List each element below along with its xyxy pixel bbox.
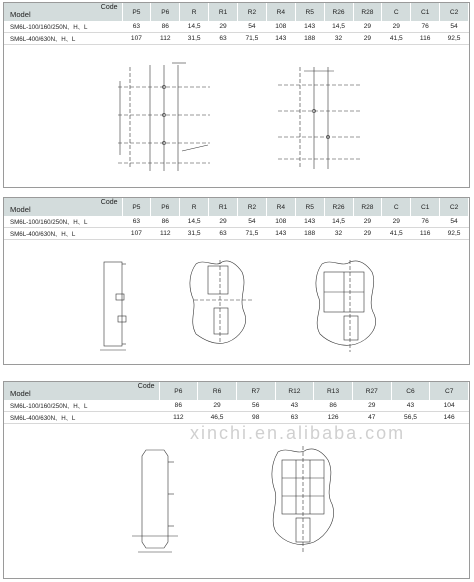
table-cell: 54 xyxy=(238,21,267,33)
table-cell: 107 xyxy=(122,33,151,45)
column-header: P6 xyxy=(159,382,198,400)
column-header: R27 xyxy=(352,382,391,400)
table-cell: 76 xyxy=(411,216,440,228)
column-header: C1 xyxy=(411,3,440,21)
mounting-drawing-left xyxy=(112,59,224,177)
table-cell: 86 xyxy=(159,400,198,412)
side-view-drawing xyxy=(96,256,136,356)
table-cell: 31,5 xyxy=(180,33,209,45)
table-cell: 143 xyxy=(266,33,295,45)
watermark-text: xinchi.en.alibaba.com xyxy=(190,423,406,443)
column-header: R28 xyxy=(353,3,382,21)
table-row xyxy=(4,400,469,412)
table-cell: 92,5 xyxy=(440,33,469,45)
table-header-row xyxy=(4,3,469,21)
spec-table-3 xyxy=(4,382,469,424)
table-cell: 32 xyxy=(324,228,353,240)
code-header: Code xyxy=(100,4,118,11)
table-cell: 41,5 xyxy=(382,228,411,240)
model-code-header xyxy=(4,198,122,216)
table-row xyxy=(4,33,469,45)
table-cell: 29 xyxy=(353,33,382,45)
table-cell: 104 xyxy=(430,400,469,412)
table-cell: 29 xyxy=(353,228,382,240)
table-cell: 146 xyxy=(430,412,469,424)
column-header: R2 xyxy=(238,198,267,216)
table-cell: 29 xyxy=(209,21,238,33)
column-header: R7 xyxy=(236,382,275,400)
dimension-panel-3 xyxy=(3,381,470,579)
table-cell: 32 xyxy=(324,33,353,45)
table-cell: 116 xyxy=(411,228,440,240)
table-row xyxy=(4,412,469,424)
column-header: C1 xyxy=(411,198,440,216)
model-name: SM6L-400/630N、H、L xyxy=(4,228,122,240)
column-header: P5 xyxy=(122,3,151,21)
spec-table-1 xyxy=(4,3,469,45)
table-cell: 76 xyxy=(411,21,440,33)
table-cell: 29 xyxy=(353,21,382,33)
column-header: R26 xyxy=(324,198,353,216)
table-cell: 116 xyxy=(411,33,440,45)
table-cell: 63 xyxy=(209,228,238,240)
table-cell: 29 xyxy=(209,216,238,228)
table-cell: 71,5 xyxy=(238,228,267,240)
table-cell: 188 xyxy=(295,228,324,240)
table-header-row xyxy=(4,198,469,216)
table-cell: 86 xyxy=(151,216,180,228)
cutout-drawing-2 xyxy=(310,256,386,358)
table-cell: 54 xyxy=(440,216,469,228)
table-cell: 126 xyxy=(314,412,353,424)
table-cell: 86 xyxy=(151,21,180,33)
mounting-drawing-right xyxy=(274,63,364,173)
model-name: SM6L-100/160/250N、H、L xyxy=(4,21,122,33)
table-cell: 63 xyxy=(209,33,238,45)
table-cell: 31,5 xyxy=(180,228,209,240)
model-header: Model xyxy=(10,389,31,398)
column-header: C2 xyxy=(440,3,469,21)
model-name: SM6L-100/160/250N、H、L xyxy=(4,400,159,412)
table-cell: 63 xyxy=(122,21,151,33)
table-cell: 41,5 xyxy=(382,33,411,45)
model-header: Model xyxy=(10,205,31,214)
column-header: P6 xyxy=(151,198,180,216)
cutout-drawing-3 xyxy=(266,442,346,558)
table-cell: 29 xyxy=(382,21,411,33)
column-header: R6 xyxy=(198,382,237,400)
column-header: R1 xyxy=(209,3,238,21)
table-cell: 14,5 xyxy=(180,216,209,228)
column-header: R2 xyxy=(238,3,267,21)
table-cell: 143 xyxy=(295,21,324,33)
dimension-panel-2 xyxy=(3,197,470,365)
table-cell: 46,5 xyxy=(198,412,237,424)
column-header: C6 xyxy=(391,382,430,400)
table-cell: 47 xyxy=(352,412,391,424)
table-row xyxy=(4,228,469,240)
table-cell: 56,5 xyxy=(391,412,430,424)
table-cell: 54 xyxy=(440,21,469,33)
table-cell: 63 xyxy=(275,412,314,424)
table-cell: 112 xyxy=(151,33,180,45)
table-cell: 112 xyxy=(151,228,180,240)
table-cell: 29 xyxy=(198,400,237,412)
table-cell: 92,5 xyxy=(440,228,469,240)
column-header: R4 xyxy=(266,3,295,21)
column-header: C2 xyxy=(440,198,469,216)
side-view-drawing xyxy=(128,446,188,556)
table-cell: 98 xyxy=(236,412,275,424)
table-cell: 143 xyxy=(266,228,295,240)
column-header: R1 xyxy=(209,198,238,216)
model-name: SM6L-400/630N、H、L xyxy=(4,412,159,424)
model-header: Model xyxy=(10,10,31,19)
column-header: R xyxy=(180,3,209,21)
code-header: Code xyxy=(100,199,118,206)
table-cell: 188 xyxy=(295,33,324,45)
column-header: R26 xyxy=(324,3,353,21)
table-cell: 86 xyxy=(314,400,353,412)
table-cell: 14,5 xyxy=(324,216,353,228)
column-header: P5 xyxy=(122,198,151,216)
table-cell: 43 xyxy=(391,400,430,412)
table-cell: 143 xyxy=(295,216,324,228)
table-header-row xyxy=(4,382,469,400)
table-cell: 14,5 xyxy=(180,21,209,33)
spec-table-2 xyxy=(4,198,469,240)
column-header: R4 xyxy=(266,198,295,216)
table-cell: 107 xyxy=(122,228,151,240)
column-header: R12 xyxy=(275,382,314,400)
code-header: Code xyxy=(137,383,155,390)
column-header: R28 xyxy=(353,198,382,216)
table-cell: 71,5 xyxy=(238,33,267,45)
column-header: C7 xyxy=(430,382,469,400)
dimension-panel-1 xyxy=(3,2,470,188)
column-header: R xyxy=(180,198,209,216)
table-cell: 63 xyxy=(122,216,151,228)
table-row xyxy=(4,21,469,33)
column-header: R5 xyxy=(295,3,324,21)
model-code-header xyxy=(4,3,122,21)
column-header: R13 xyxy=(314,382,353,400)
table-cell: 29 xyxy=(352,400,391,412)
model-name: SM6L-400/630N、H、L xyxy=(4,33,122,45)
table-cell: 29 xyxy=(353,216,382,228)
table-cell: 108 xyxy=(266,216,295,228)
model-code-header xyxy=(4,382,159,400)
table-cell: 112 xyxy=(159,412,198,424)
table-cell: 43 xyxy=(275,400,314,412)
model-name: SM6L-100/160/250N、H、L xyxy=(4,216,122,228)
column-header: C xyxy=(382,198,411,216)
table-cell: 108 xyxy=(266,21,295,33)
cutout-drawing-1 xyxy=(186,256,258,348)
table-cell: 14,5 xyxy=(324,21,353,33)
column-header: P6 xyxy=(151,3,180,21)
column-header: R5 xyxy=(295,198,324,216)
column-header: C xyxy=(382,3,411,21)
table-cell: 54 xyxy=(238,216,267,228)
table-row xyxy=(4,216,469,228)
table-cell: 29 xyxy=(382,216,411,228)
table-cell: 56 xyxy=(236,400,275,412)
